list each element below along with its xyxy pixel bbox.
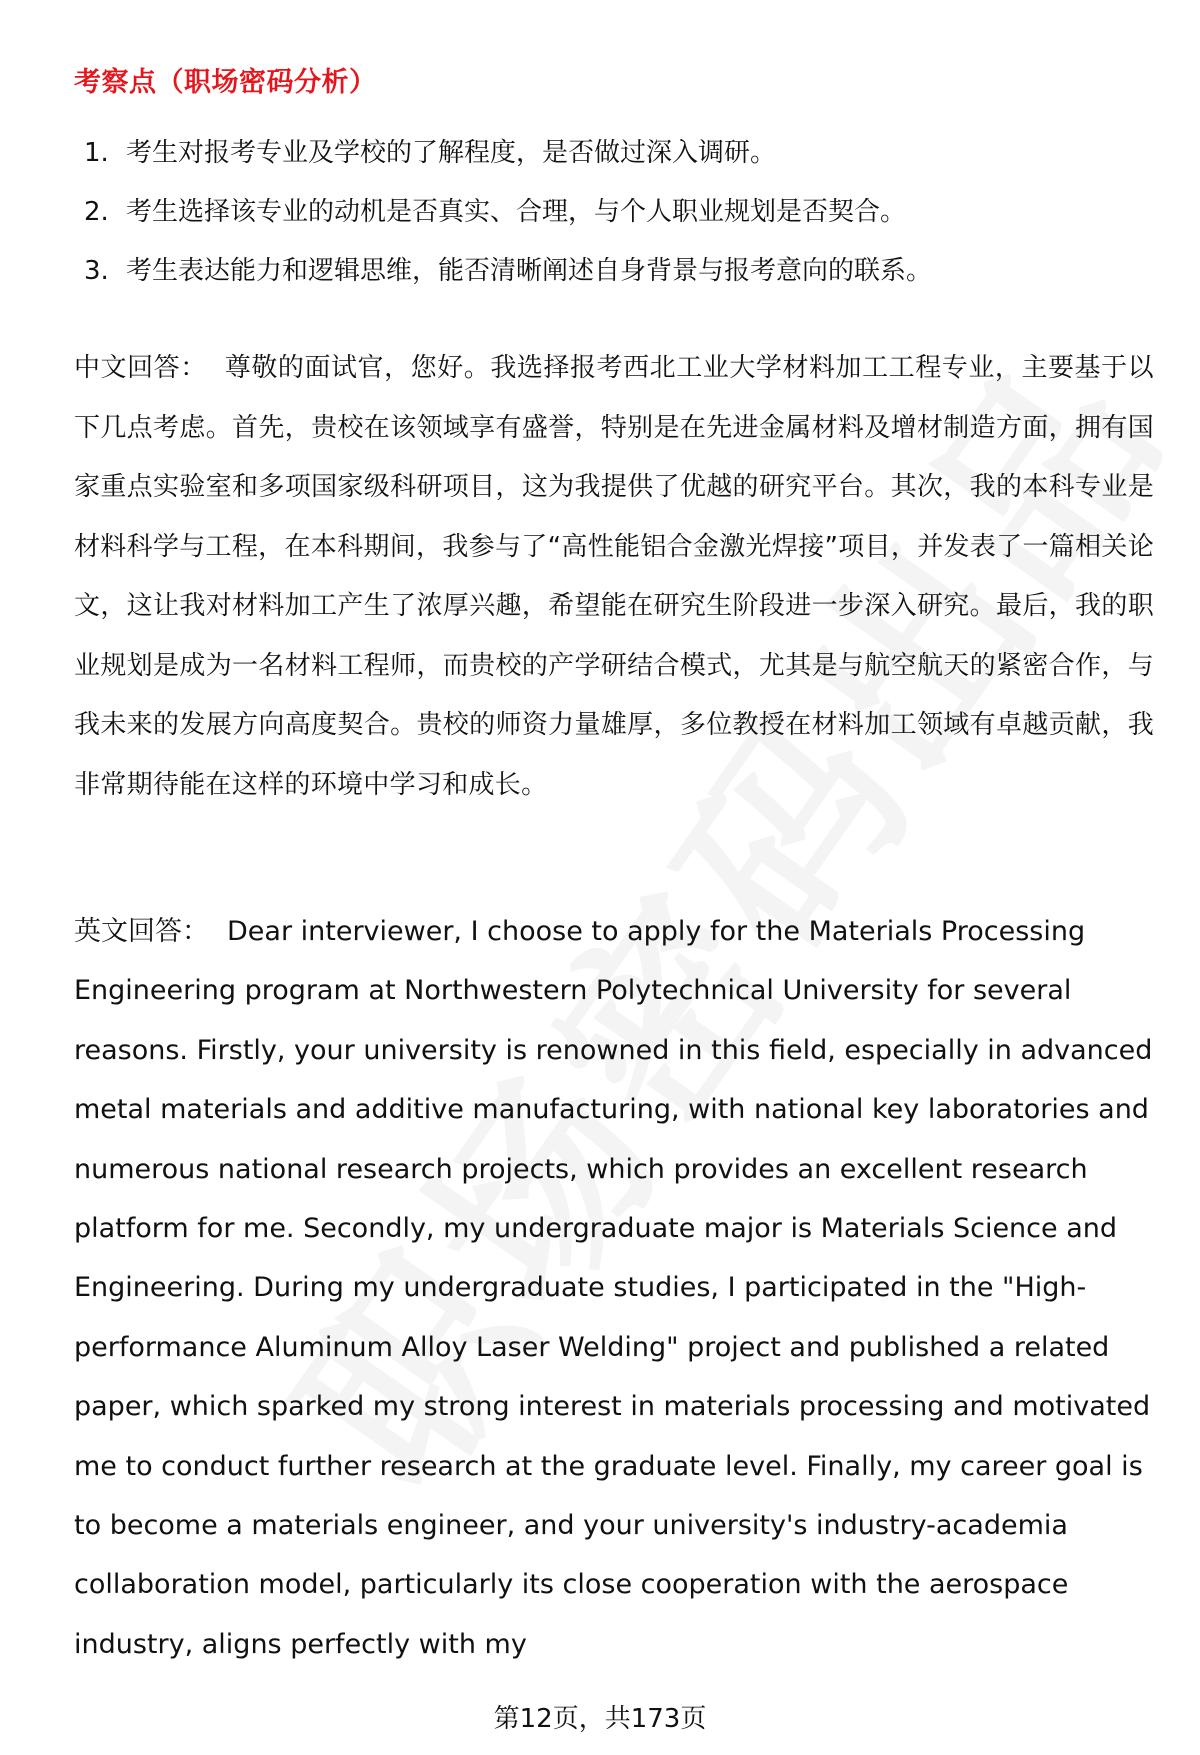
english-answer: [74, 902, 1154, 1674]
criteria-number: 2.: [84, 197, 109, 227]
criteria-text: 考生对报考专业及学校的了解程度，是否做过深入调研。: [126, 138, 777, 168]
english-answer-label: 英文回答：: [74, 916, 209, 947]
criteria-number: 3.: [84, 256, 109, 286]
section-title: 考察点（职场密码分析）: [74, 67, 377, 98]
criteria-number: 1.: [84, 138, 109, 168]
criteria-list: [84, 136, 932, 313]
criteria-item: [84, 136, 932, 195]
criteria-item: [84, 254, 932, 313]
chinese-answer-label: 中文回答：: [74, 353, 207, 383]
chinese-answer-text: 尊敬的面试官，您好。我选择报考西北工业大学材料加工工程专业，主要基于以下几点考虑。首先，贵校在该领域享有盛誉，特别是在先进金属材料及增材制造方面，拥有国家重点实验室和多项国家级科研项目，这为我提供了优越的研究平台。其次，我的本科专业是材料科学与工程，在本科期间，我参与了“高性能铝合金激光焊接”项目，并发表了一篇相关论文，这让我对材料加工产生了浓厚兴趣，希望能在研究生阶段进一步深入研究。最后，我的职业规划是成为一名材料工程师，而贵校的产学研结合模式，尤其是与航空航天的紧密合作，与我未来的发展方向高度契合。贵校的师资力量雄厚，多位教授在材料加工领域有卓越贡献，我非常期待能在这样的环境中学习和成长。: [74, 353, 1154, 800]
criteria-text: 考生表达能力和逻辑思维，能否清晰阐述自身背景与报考意向的联系。: [126, 256, 933, 286]
criteria-text: 考生选择该专业的动机是否真实、合理，与个人职业规划是否契合。: [126, 197, 907, 227]
english-answer-text: Dear interviewer, I choose to apply for the Materials Processing Engineering program at Northwestern Polytechnical University for several reasons. Firstly, your university is renowned in this field, especially in advanced metal materials and additive manufacturing, with national key laboratories and numerous national research projects, which provides an excellent research platform for me. Secondly, my undergraduate major is Materials Science and Engineering. During my undergraduate studies, I participated in the "High-performance Aluminum Alloy Laser Welding" project and published a related paper, which sparked my strong interest in materials processing and motivated me to conduct further research at the graduate level. Finally, my career goal is to become a materials engineer, and your university's industry-academia collaboration model, particularly its close cooperation with the aerospace industry, aligns perfectly with my: [74, 916, 1153, 1660]
chinese-answer: [74, 339, 1154, 815]
page-indicator: 第12页，共173页: [493, 1704, 707, 1734]
criteria-item: [84, 195, 932, 254]
